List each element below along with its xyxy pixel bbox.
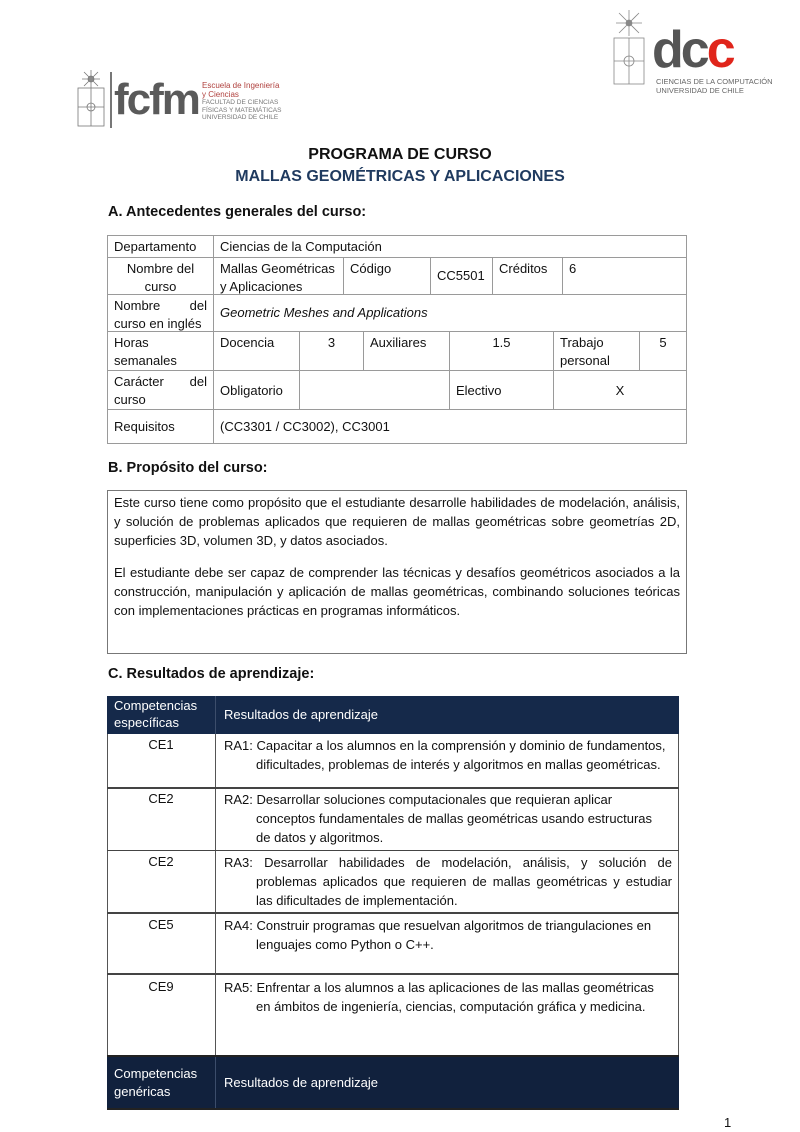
- fcfm-school-line2: y Ciencias: [202, 89, 239, 99]
- obligatorio-value: [299, 370, 450, 410]
- university-crest-icon: [76, 68, 106, 130]
- fcfm-faculty-line2: FÍSICAS Y MATEMÁTICAS: [202, 106, 282, 114]
- fcfm-wordmark: fcfm: [114, 75, 199, 124]
- fcfm-faculty-line3: UNIVERSIDAD DE CHILE: [202, 114, 279, 121]
- competencia-code: CE2: [148, 791, 174, 806]
- fcfm-school-line1: Escuela de Ingeniería: [202, 81, 280, 90]
- dcc-dept-line1: CIENCIAS DE LA COMPUTACIÓN: [656, 77, 773, 86]
- dcc-logo: [612, 8, 772, 96]
- trabajo-value: 5: [639, 331, 687, 371]
- resultado-continuation: dificultades, problemas de interés y algoritmos en mallas geométricas.: [256, 757, 661, 772]
- competencia-code: CE5: [148, 917, 174, 932]
- section-b-heading: B. Propósito del curso:: [108, 460, 268, 476]
- auxiliares-label: Auxiliares: [363, 331, 450, 371]
- horas-label: Horas semanales: [107, 331, 214, 371]
- resultado-first-line: RA1: Capacitar a los alumnos en la comprensión y dominio de fundamentos,: [224, 738, 666, 753]
- resultado-continuation: problemas aplicados que requieren de mallas geométricas y estudiar las dificultades de implementación.: [256, 874, 672, 908]
- caracter-label: Carácter del curso: [107, 370, 214, 410]
- resultado-continuation: conceptos fundamentales de mallas geométricas usando estructuras de datos y algoritmos.: [256, 811, 652, 845]
- header-resultados-genericos: Resultados de aprendizaje: [224, 1075, 378, 1090]
- resultado-text: [224, 790, 670, 847]
- competencia-code: CE2: [148, 854, 174, 869]
- nombre-value: Mallas Geométricas y Aplicaciones: [213, 257, 344, 295]
- resultado-first-line: RA4: Construir programas que resuelvan algoritmos de triangulaciones en: [224, 918, 652, 933]
- electivo-label: Electivo: [449, 370, 554, 410]
- creditos-value: 6: [562, 257, 687, 295]
- docencia-label: Docencia: [213, 331, 300, 371]
- course-title: MALLAS GEOMÉTRICAS Y APLICACIONES: [235, 168, 565, 185]
- resultado-first-line: RA2: Desarrollar soluciones computacionales que requieran aplicar: [224, 792, 613, 807]
- obligatorio-label: Obligatorio: [213, 370, 300, 410]
- purpose-box: [107, 490, 687, 654]
- resultado-text: [224, 916, 676, 954]
- page-number: 1: [724, 1115, 732, 1130]
- fcfm-logo: [76, 68, 286, 132]
- purpose-paragraph-1: Este curso tiene como propósito que el estudiante desarrolle habilidades de modelación, análisis, y solución de problemas aplicados que requieren de mallas geométricas sobre geometrías 2D, superficies 3D, volumen 3D, y datos asociados.: [114, 495, 680, 548]
- resultado-continuation: lenguajes como Python o C++.: [256, 937, 434, 952]
- resultado-first-line: RA5: Enfrentar a los alumnos a las aplicaciones de las mallas geométricas: [224, 980, 654, 995]
- page-title: PROGRAMA DE CURSO: [308, 146, 492, 163]
- competencia-code: CE1: [148, 737, 174, 752]
- resultado-text: [224, 978, 676, 1016]
- header-resultados: Resultados de aprendizaje: [224, 707, 378, 722]
- resultado-text: [224, 736, 676, 774]
- trabajo-label: Trabajo personal: [553, 331, 640, 371]
- header-competencias-especificas: Competencias específicas: [114, 698, 198, 730]
- requisitos-value: (CC3301 / CC3002), CC3001: [213, 409, 687, 444]
- ingles-label: Nombre del curso en inglés: [107, 294, 214, 332]
- requisitos-label: Requisitos: [107, 409, 214, 444]
- section-c-heading: C. Resultados de aprendizaje:: [108, 666, 315, 682]
- electivo-value: X: [553, 370, 687, 410]
- auxiliares-value: 1.5: [449, 331, 554, 371]
- header-competencias-genericas: Competencias genéricas: [114, 1066, 198, 1099]
- resultado-first-line: RA3: Desarrollar habilidades de modelación, análisis, y solución de: [224, 855, 672, 870]
- departamento-value: Ciencias de la Computación: [213, 235, 687, 258]
- ingles-value: Geometric Meshes and Applications: [213, 294, 687, 332]
- docencia-value: 3: [299, 331, 364, 371]
- codigo-label: Código: [343, 257, 431, 295]
- resultado-continuation: en ámbitos de ingeniería, ciencias, computación gráfica y medicina.: [256, 999, 646, 1014]
- resultado-text: [224, 853, 672, 910]
- university-crest-icon: [612, 8, 646, 88]
- nombre-label: Nombre del curso: [107, 257, 214, 295]
- competencia-code: CE9: [148, 979, 174, 994]
- purpose-paragraph-2: El estudiante debe ser capaz de comprender las técnicas y desafíos geométricos asociados a la construcción, manipulación y aplicación de mallas geométricas, combinando soluciones teóricas con implementaciones prácticas en programas informáticos.: [114, 565, 680, 618]
- codigo-value: CC5501: [430, 257, 493, 295]
- section-a-heading: A. Antecedentes generales del curso:: [108, 204, 367, 220]
- fcfm-faculty-line1: FACULTAD DE CIENCIAS: [202, 99, 279, 106]
- dcc-dept-line2: UNIVERSIDAD DE CHILE: [656, 85, 744, 95]
- departamento-label: Departamento: [107, 235, 214, 258]
- dcc-wordmark-c: c: [706, 21, 733, 79]
- dcc-wordmark-dc: dc: [652, 21, 707, 79]
- creditos-label: Créditos: [492, 257, 563, 295]
